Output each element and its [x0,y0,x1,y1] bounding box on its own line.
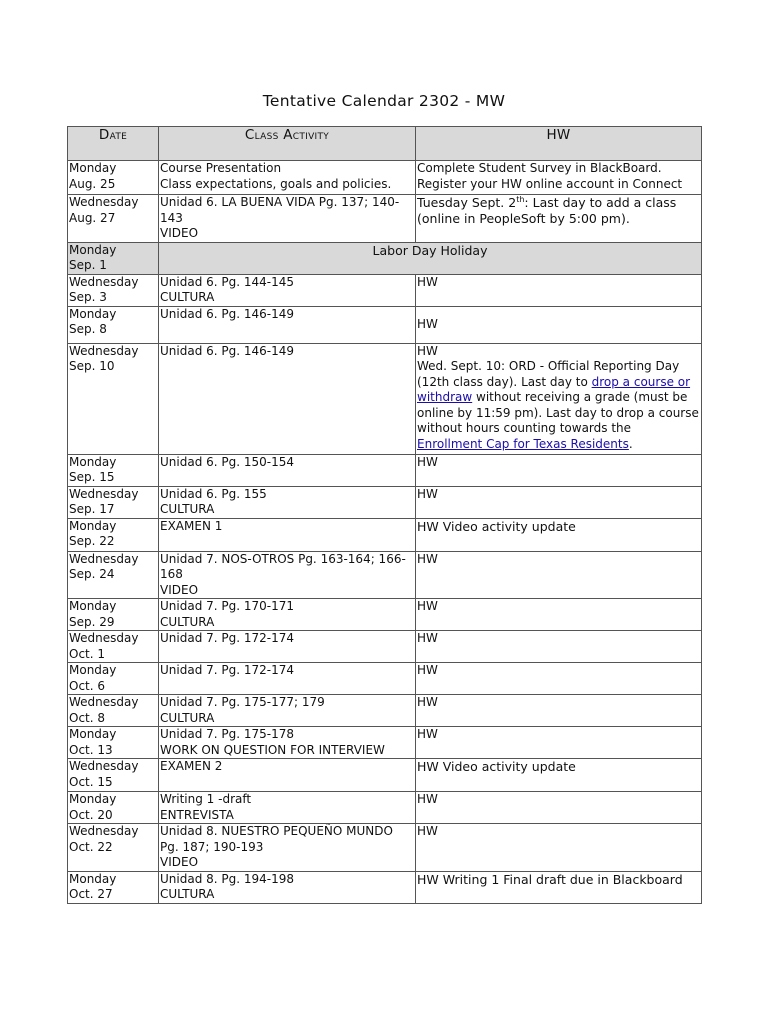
activity-line: CULTURA [160,502,215,516]
activity-line: Unidad 7. Pg. 172-174 [160,631,295,645]
activity-line: CULTURA [160,290,215,304]
date-label: Sep. 10 [69,359,115,373]
date-cell [68,631,159,663]
activity-line: CULTURA [160,614,215,629]
date-label: Sep. 22 [69,534,115,548]
holiday-row [68,242,702,274]
date-label: Sep. 1 [69,258,107,272]
day-label: Monday [69,871,117,886]
enrollment-cap-link[interactable]: Enrollment Cap for Texas Residents [417,436,629,451]
date-cell [68,486,159,518]
hw-line: HW [417,551,438,566]
hw-line: HW [417,663,438,677]
day-label: Monday [69,599,117,613]
drop-course-link[interactable]: drop a course or withdraw [417,374,691,404]
day-label: Wednesday [69,486,139,501]
date-label: Oct. 15 [69,774,113,789]
day-label: Monday [69,454,117,469]
activity-line: Unidad 7. Pg. 175-178 [160,727,295,741]
date-label: Sep. 3 [69,290,107,304]
page-title: Tentative Calendar 2302 - MW [262,92,506,110]
hw-cell [416,871,702,903]
activity-line: Unidad 6. Pg. 144-145 [160,274,295,289]
date-cell [68,824,159,872]
table-row [68,792,702,824]
date-label: Oct. 20 [69,807,113,822]
activity-line: VIDEO [160,855,199,869]
hw-cell [416,759,702,792]
hw-line: HW [417,824,438,838]
activity-line: EXAMEN 2 [160,759,223,773]
day-label: Monday [69,727,117,741]
activity-cell [159,663,416,695]
day-label: Monday [69,306,117,321]
table-row [68,631,702,663]
day-label: Wednesday [69,631,139,645]
hw-cell [416,551,702,599]
activity-cell [159,161,416,195]
activity-line: Unidad 8. NUESTRO PEQUEÑO MUNDO Pg. 187; 190-193 [160,824,393,854]
hw-text: : Last day to add a class (online in PeopleSoft by 5:00 pm). [417,195,677,226]
table-row [68,727,702,759]
hw-text: Tuesday Sept. 2 [417,195,517,210]
activity-cell [159,486,416,518]
activity-cell [159,599,416,631]
column-header-activity: Class Activity [159,127,416,161]
activity-cell [159,454,416,486]
date-label: Sep. 24 [69,567,115,581]
header-row [68,127,702,161]
date-cell [68,306,159,343]
hw-cell [416,695,702,727]
column-header-hw: HW [416,127,702,161]
table-row [68,306,702,343]
table-row [68,161,702,195]
hw-cell [416,599,702,631]
activity-line: Class expectations, goals and policies. [160,176,392,191]
activity-cell [159,824,416,872]
hw-cell [416,195,702,243]
hw-line: HW [417,274,438,289]
day-label: Monday [69,792,117,806]
day-label: Monday [69,663,117,677]
hw-cell [416,727,702,759]
activity-line: CULTURA [160,887,215,901]
date-label: Sep. 29 [69,614,115,629]
date-cell [68,274,159,306]
hw-line: Register your HW online account in Connect [417,176,683,191]
date-label: Aug. 25 [69,176,116,191]
day-label: Wednesday [69,759,139,773]
date-cell [68,454,159,486]
activity-line: Unidad 7. Pg. 170-171 [160,599,295,613]
activity-cell [159,343,416,454]
table-row [68,486,702,518]
date-label: Oct. 6 [69,678,106,693]
day-label: Wednesday [69,195,139,209]
activity-line: Unidad 7. Pg. 175-177; 179 [160,695,325,709]
date-label: Sep. 17 [69,502,115,516]
activity-line: Unidad 6. Pg. 150-154 [160,454,295,469]
table-row [68,343,702,454]
date-cell [68,518,159,551]
date-cell [68,195,159,243]
holiday-label: Labor Day Holiday [159,242,702,274]
activity-cell [159,759,416,792]
date-cell [68,792,159,824]
table-row [68,695,702,727]
activity-line: ENTREVISTA [160,807,234,822]
table-row [68,824,702,872]
day-label: Wednesday [69,551,139,566]
table-row [68,663,702,695]
activity-line: Unidad 6. Pg. 146-149 [160,306,295,321]
activity-cell [159,518,416,551]
hw-cell [416,343,702,454]
hw-cell [416,631,702,663]
activity-line: Course Presentation [160,161,282,175]
hw-line: Complete Student Survey in BlackBoard. [417,161,662,175]
hw-line: HW [417,727,438,741]
hw-cell [416,454,702,486]
hw-text: Wed. Sept. 10: ORD - Official Reporting Day (12th class day). Last day to [417,359,680,389]
activity-line: WORK ON QUESTION FOR INTERVIEW [160,742,385,757]
activity-cell [159,551,416,599]
activity-line: Unidad 6. Pg. 155 [160,486,267,501]
hw-cell [416,663,702,695]
hw-line: HW [417,695,438,709]
hw-line: HW Video activity update [417,759,576,774]
hw-line: HW [417,599,438,613]
table-row [68,599,702,631]
hw-cell [416,306,702,343]
hw-text: without receiving a grade (must be online by 11:59 pm). Last day to drop a course without hours counting towards the [417,390,699,435]
activity-line: Unidad 7. NOS-OTROS Pg. 163-164; 166-168 [160,551,406,581]
date-label: Oct. 8 [69,710,106,725]
activity-line: Unidad 6. Pg. 146-149 [160,343,295,358]
date-cell [68,343,159,454]
hw-cell [416,274,702,306]
hw-line: HW Writing 1 Final draft due in Blackboard [417,871,683,887]
hw-cell [416,518,702,551]
activity-line: Unidad 8. Pg. 194-198 [160,871,295,886]
hw-line: HW [417,631,438,645]
activity-cell [159,792,416,824]
date-cell [68,663,159,695]
day-label: Wednesday [69,343,139,358]
column-header-date: Date [68,127,159,161]
date-label: Sep. 15 [69,470,115,484]
hw-line: HW [417,343,438,358]
day-label: Wednesday [69,274,139,289]
date-label: Sep. 8 [69,322,107,336]
table-row [68,454,702,486]
date-cell [68,599,159,631]
date-label: Oct. 13 [69,742,113,757]
date-cell [68,695,159,727]
date-cell [68,551,159,599]
hw-line: HW [417,486,438,501]
date-cell [68,727,159,759]
activity-cell [159,306,416,343]
table-row [68,759,702,792]
activity-line: VIDEO [160,226,199,240]
activity-line: CULTURA [160,710,215,725]
activity-cell [159,274,416,306]
hw-line: HW Video activity update [417,518,576,534]
date-cell [68,161,159,195]
hw-cell [416,792,702,824]
day-label: Monday [69,518,117,533]
hw-text: . [628,436,633,451]
date-label: Oct. 22 [69,839,113,854]
table-row [68,274,702,306]
date-cell [68,871,159,903]
table-row [68,518,702,551]
hw-line: HW [417,316,438,331]
activity-cell [159,695,416,727]
activity-line: VIDEO [160,582,199,597]
activity-cell [159,195,416,243]
table-row [68,871,702,903]
date-label: Aug. 27 [69,210,116,225]
activity-line: Unidad 7. Pg. 172-174 [160,663,295,677]
day-label: Monday [69,242,117,257]
table-row [68,551,702,599]
hw-cell [416,824,702,872]
calendar-table [67,126,702,904]
date-label: Oct. 1 [69,646,106,661]
hw-cell [416,486,702,518]
activity-line: Unidad 6. LA BUENA VIDA Pg. 137; 140-143 [160,195,400,225]
activity-cell [159,727,416,759]
date-label: Oct. 27 [69,887,113,901]
day-label: Wednesday [69,824,139,838]
date-cell [68,759,159,792]
hw-line: HW [417,792,438,806]
date-cell [68,242,159,274]
activity-cell [159,631,416,663]
hw-line: HW [417,454,438,469]
day-label: Monday [69,161,117,175]
hw-cell [416,161,702,195]
activity-cell [159,871,416,903]
activity-line: EXAMEN 1 [160,518,223,533]
table-row [68,195,702,243]
day-label: Wednesday [69,695,139,709]
hw-superscript: th [516,194,525,204]
activity-line: Writing 1 -draft [160,792,252,806]
